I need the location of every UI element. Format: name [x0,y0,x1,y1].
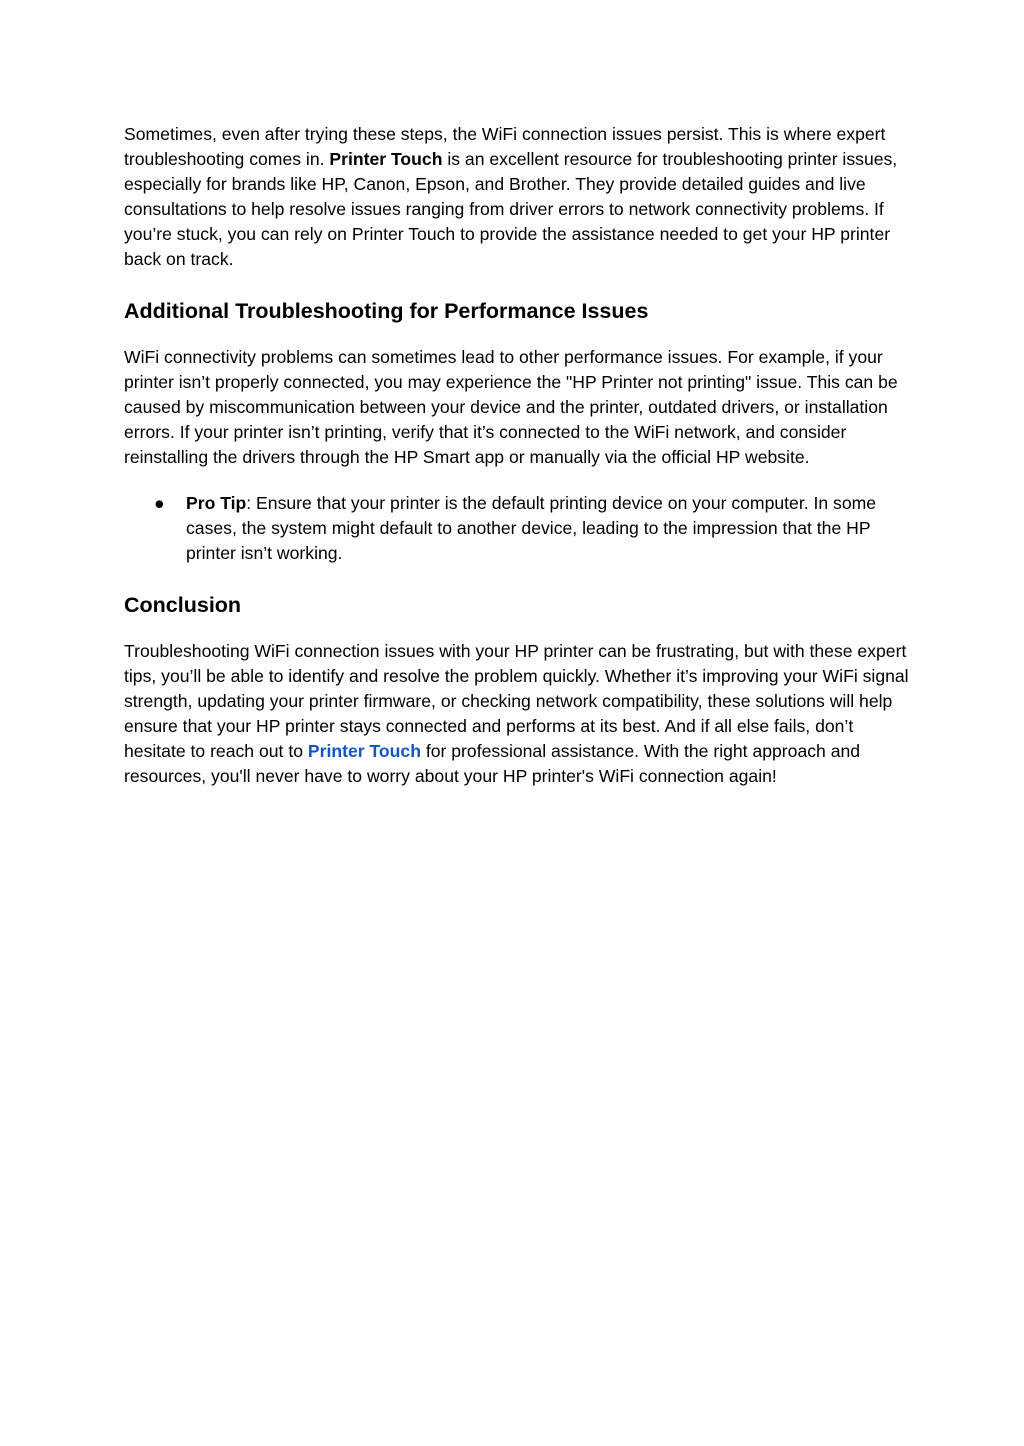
paragraph-text: Sometimes, even after trying these steps, the WiFi connection issues persist. This is where expert troubleshooting comes in. [124,124,886,169]
bullet-list [124,491,914,566]
heading-additional-troubleshooting: Additional Troubleshooting for Performance Issues [124,299,649,323]
paragraph-text: Troubleshooting WiFi connection issues with your HP printer can be frustrating, but with these expert tips, you’ll be able to identify and resolve the problem quickly. Whether it’s improving your WiFi signal strength, updating your printer firmware, or checking network compatibility, these solutions will help ensure that your HP printer stays connected and performs at its best. And if all else fails, don’t hesitate to reach out to [124,641,909,761]
paragraph-performance-issues: WiFi connectivity problems can sometimes lead to other performance issues. For example, if your printer isn’t properly connected, you may experience the "HP Printer not printing" issue. This can be caused by miscommunication between your device and the printer, outdated drivers, or installation errors. If your printer isn’t printing, verify that it’s connected to the WiFi network, and consider reinstalling the drivers through the HP Smart app or manually via the official HP website. [124,347,898,467]
bullet-marker: ● [154,493,165,513]
bold-printer-touch: Printer Touch [329,149,443,169]
document-page [124,122,914,789]
paragraph-expert-troubleshooting [124,122,914,272]
printer-touch-link[interactable]: Printer Touch [307,741,421,761]
bold-pro-tip: Pro Tip [186,493,247,513]
list-item-pro-tip [124,491,914,566]
paragraph-text: is an excellent resource for troubleshooting printer issues, especially for brands like HP, Canon, Epson, and Brother. They provide detailed guides and live consultations to help resolve issues ranging from driver errors to network connectivity problems. If you’re stuck, you can rely on Printer Touch to provide the assistance needed to get your HP printer back on track. [124,149,898,269]
paragraph-text: for professional assistance. With the right approach and resources, you'll never have to worry about your HP printer's WiFi connection again! [124,741,861,786]
heading-conclusion: Conclusion [124,593,242,617]
list-item-text: : Ensure that your printer is the default printing device on your computer. In some cases, the system might default to another device, leading to the impression that the HP printer isn’t working. [186,493,877,563]
paragraph-conclusion [124,639,914,789]
